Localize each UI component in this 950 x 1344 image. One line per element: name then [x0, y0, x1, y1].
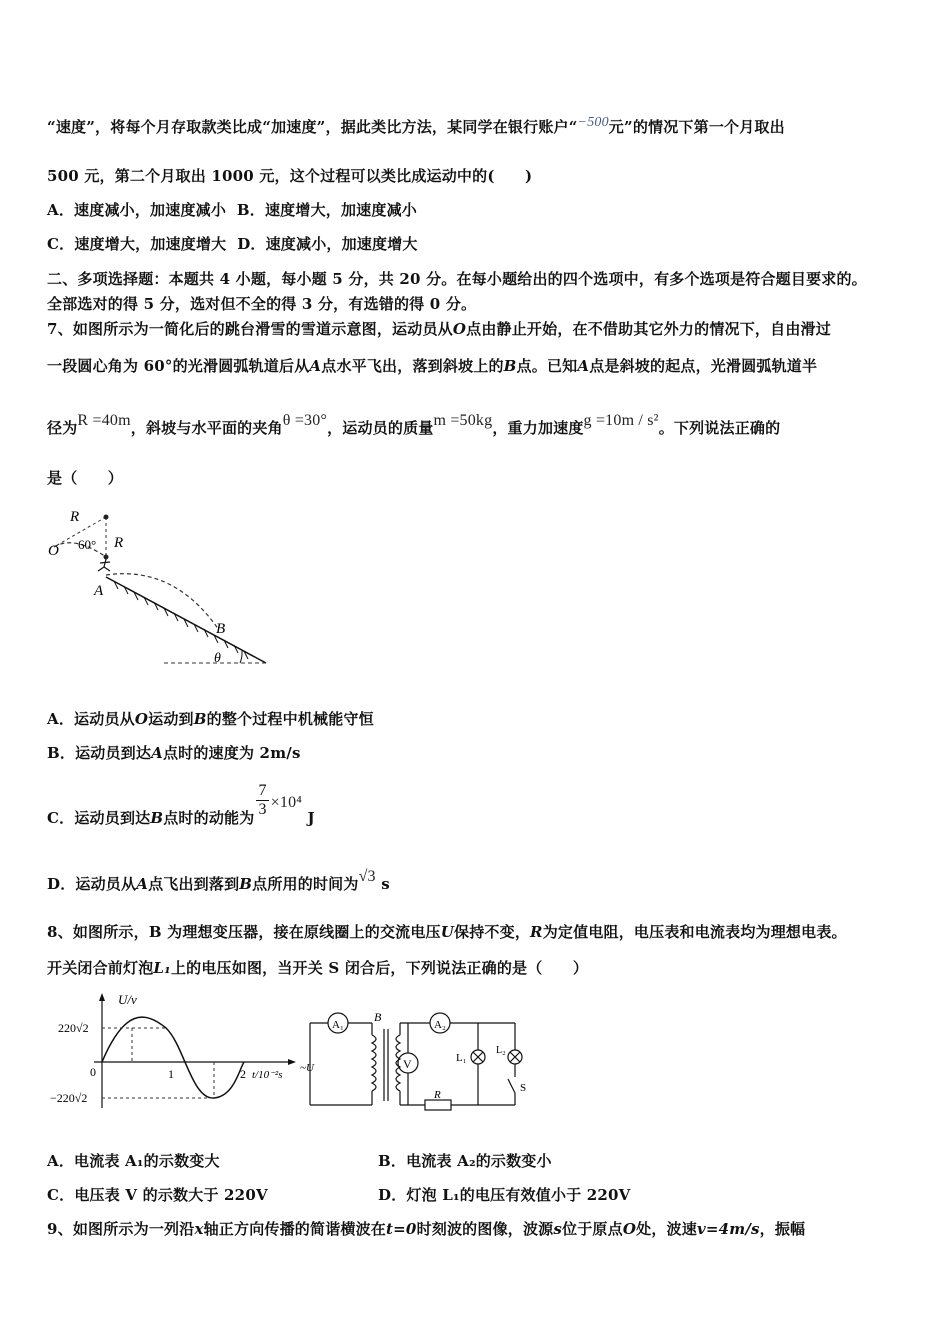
frac-num: 7 — [258, 782, 267, 799]
graph-ybot: −220√2 — [50, 1091, 88, 1105]
transformer-circuit — [300, 1005, 530, 1115]
circuit-L2: L₂ — [496, 1045, 506, 1056]
fig-label-A: A — [94, 583, 104, 599]
circuit-A2: A₂ — [434, 1019, 446, 1031]
q8-option-d[interactable]: D．灯泡 L₁的电压有效值小于 220V — [378, 1186, 631, 1204]
q7-option-c[interactable]: C．运动员到达B点时的动能为 $\frac{7}{3}$ ×10⁴ J — [47, 782, 315, 827]
graph-ylabel: U/v — [118, 992, 137, 1007]
q6-option-c[interactable]: C．速度增大，加速度增大 — [47, 235, 227, 253]
voltage-graph — [44, 990, 299, 1115]
graph-origin: 0 — [90, 1065, 96, 1079]
circuit-R: R — [434, 1089, 441, 1101]
fig-label-R2: R — [114, 535, 124, 551]
circuit-S: S — [520, 1082, 527, 1094]
circuit-A1: A₁ — [332, 1019, 344, 1031]
q8-line2: 开关闭合前灯泡L₁上的电压如图，当开关 S 闭合后，下列说法正确的是（ ） — [47, 959, 589, 977]
q6-line1: “速度”，将每个月存取款类比成“加速度”，据此类比方法，某同学在银行账户“−500元”的情况下第一个月取出 — [47, 115, 785, 136]
ski-jump-figure — [44, 505, 274, 670]
fig-label-B: B — [216, 621, 226, 637]
fig-label-R1: R — [70, 509, 80, 525]
q7-option-b[interactable]: B．运动员到达A点时的速度为 2m/s — [47, 744, 301, 762]
q6-option-a[interactable]: A．速度减小，加速度减小 — [47, 201, 227, 219]
circuit-L1: L₁ — [456, 1052, 467, 1064]
graph-t2: 2 — [240, 1067, 246, 1081]
frac-den: 3 — [258, 801, 267, 818]
q6-option-d[interactable]: D．速度减小，加速度增大 — [237, 235, 418, 253]
q7-line2: 一段圆心角为 60°的光滑圆弧轨道后从A点水平飞出，落到斜坡上的B点。已知A点是斜坡的起点，光滑圆弧轨道半 — [47, 357, 818, 375]
section2-line2: 全部选对的得 5 分，选对但不全的得 3 分，有选错的得 0 分。 — [47, 295, 477, 313]
neg-500: −500 — [577, 115, 609, 130]
q8-option-b[interactable]: B．电流表 A₂的示数变小 — [378, 1152, 552, 1170]
q7-option-a[interactable]: A．运动员从O运动到B的整个过程中机械能守恒 — [47, 710, 374, 728]
graph-ytop: 220√2 — [58, 1021, 89, 1035]
q7-option-d[interactable]: D．运动员从A点飞出到落到B点所用的时间为√3 s — [47, 868, 390, 893]
q8-option-c[interactable]: C．电压表 V 的示数大于 220V — [47, 1186, 268, 1204]
graph-xlabel: t/10⁻²s — [252, 1069, 283, 1081]
fig-label-theta: θ — [214, 651, 221, 666]
q8-option-a[interactable]: A．电流表 A₁的示数变大 — [47, 1152, 220, 1170]
q7-line1: 7、如图所示为一简化后的跳台滑雪的雪道示意图，运动员从O点由静止开始，在不借助其它外力的情况下，自由滑过 — [47, 320, 831, 338]
circuit-src: ~U — [300, 1062, 314, 1074]
q6-options-cd — [47, 233, 418, 254]
fig-label-angle: 60° — [78, 537, 97, 552]
q6-option-b[interactable]: B．速度增大，加速度减小 — [236, 201, 417, 219]
circuit-B: B — [374, 1010, 382, 1024]
section2-line1: 二、多项选择题：本题共 4 小题，每小题 5 分，共 20 分。在每小题给出的四个选项中，有多个选项是符合题目要求的。 — [47, 270, 867, 288]
fig-label-O: O — [48, 543, 59, 559]
circuit-V: V — [403, 1057, 412, 1071]
graph-t1: 1 — [168, 1067, 174, 1081]
q6-line2: 500 元，第二个月取出 1000 元，这个过程可以类比成运动中的( ) — [47, 167, 533, 185]
q6-options-ab — [47, 199, 417, 220]
q7-line3: 径为R =40m，斜坡与水平面的夹角θ =30°，运动员的质量m =50kg，重力加速度g =10m / s²。下列说法正确的 — [47, 412, 781, 437]
q7-line4: 是（ ） — [47, 469, 124, 487]
q8-line1: 8、如图所示，B 为理想变压器，接在原线圈上的交流电压U保持不变，R为定值电阻，电压表和电流表均为理想电表。 — [47, 923, 847, 941]
q9-line1: 9、如图所示为一列沿x轴正方向传播的简谐横波在t=0时刻波的图像，波源s位于原点O处，波速v=4m/s，振幅 — [47, 1220, 806, 1238]
